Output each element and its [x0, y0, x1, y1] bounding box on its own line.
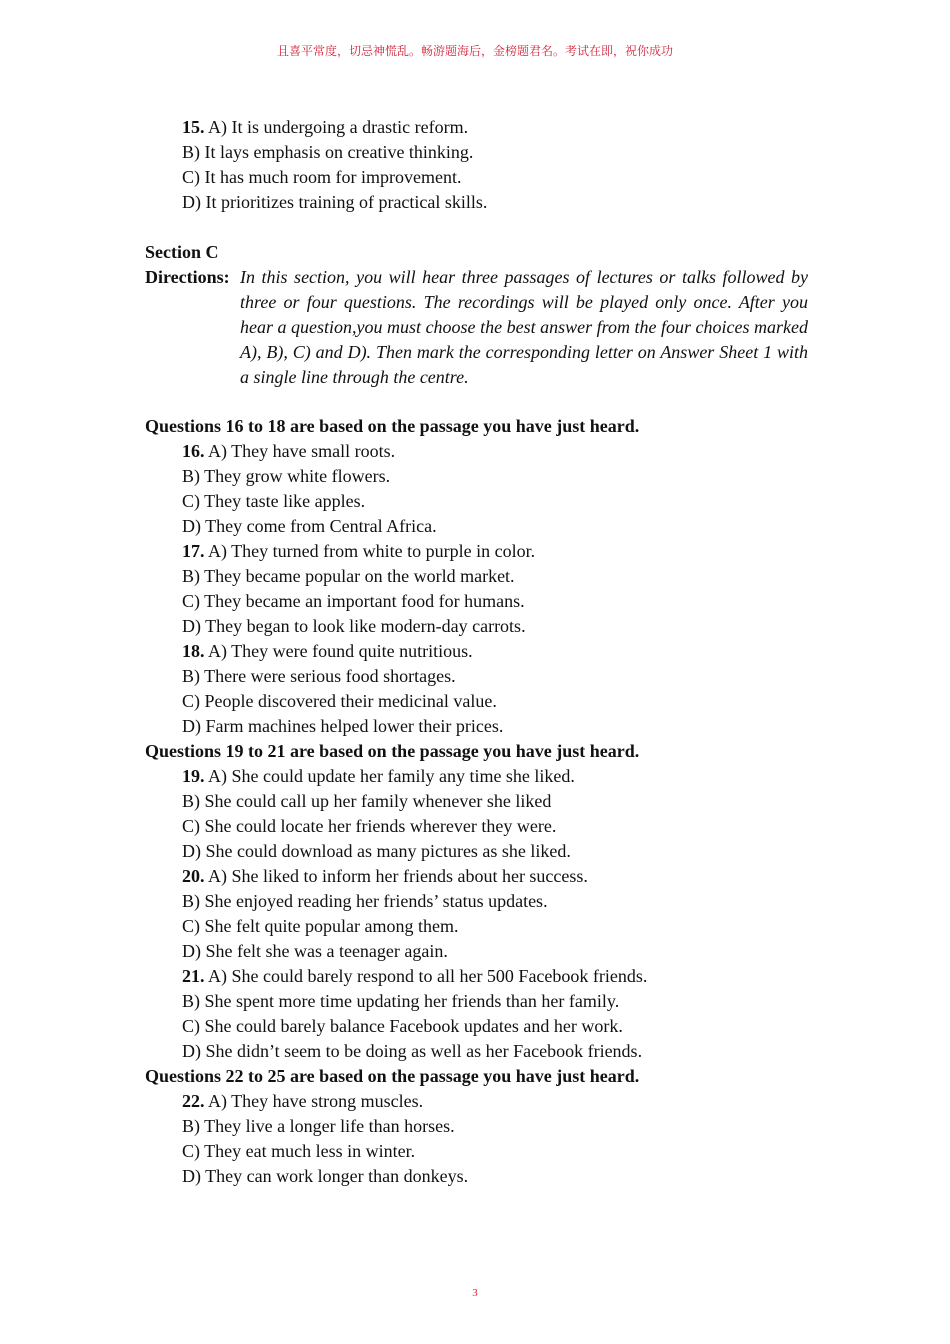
- question-15-option-c: C) It has much room for improvement.: [182, 167, 462, 187]
- question-18-option-b: B) There were serious food shortages.: [182, 666, 456, 686]
- question-17-option-c: C) They became an important food for humans.: [182, 591, 525, 611]
- question-20-option-d: D) She felt she was a teenager again.: [182, 941, 448, 961]
- question-16-option-c: C) They taste like apples.: [182, 491, 366, 511]
- question-17-option-d: D) They began to look like modern-day carrots.: [182, 616, 526, 636]
- question-number: 21.: [182, 966, 205, 986]
- question-19-option-a: 19. A) She could update her family any time she liked.: [182, 766, 575, 786]
- question-15-option-b: B) It lays emphasis on creative thinking.: [182, 142, 474, 162]
- question-19-option-b: B) She could call up her family whenever she liked: [182, 791, 552, 811]
- page-header: 且喜平常度，切忌神慌乱。畅游题海后，金榜题君名。考试在即，祝你成功: [276, 44, 673, 58]
- question-number: 15.: [182, 117, 205, 137]
- question-16-option-d: D) They come from Central Africa.: [182, 516, 437, 536]
- question-18-option-c: C) People discovered their medicinal value.: [182, 691, 497, 711]
- question-16-option-a: 16. A) They have small roots.: [182, 441, 396, 461]
- group-heading-16-18: Questions 16 to 18 are based on the passage you have just heard.: [145, 416, 640, 436]
- question-17-option-b: B) They became popular on the world market.: [182, 566, 515, 586]
- question-21-option-b: B) She spent more time updating her friends than her family.: [182, 991, 620, 1011]
- question-number: 22.: [182, 1091, 205, 1111]
- question-number: 18.: [182, 641, 205, 661]
- question-20-option-c: C) She felt quite popular among them.: [182, 916, 459, 936]
- question-21-option-c: C) She could barely balance Facebook updates and her work.: [182, 1016, 623, 1036]
- question-22-option-d: D) They can work longer than donkeys.: [182, 1166, 469, 1186]
- question-19-option-d: D) She could download as many pictures as she liked.: [182, 841, 571, 861]
- group-heading-22-25: Questions 22 to 25 are based on the passage you have just heard.: [145, 1066, 640, 1086]
- directions-label: Directions:: [145, 267, 230, 287]
- directions-text: In this section, you will hear three passages of lectures or talks followed by three or four questions. The recordings will be played only once. After you hear a question,you must choose the best answer from the four choices marked A), B), C) and D). Then mark the corresponding letter on Answer Sheet 1 with a single line through the centre.: [240, 267, 808, 387]
- section-title: Section C: [145, 242, 219, 262]
- question-number: 16.: [182, 441, 205, 461]
- group-heading-19-21: Questions 19 to 21 are based on the passage you have just heard.: [145, 741, 640, 761]
- question-21-option-a: 21. A) She could barely respond to all her 500 Facebook friends.: [182, 966, 648, 986]
- question-18-option-d: D) Farm machines helped lower their prices.: [182, 716, 504, 736]
- question-16-option-b: B) They grow white flowers.: [182, 466, 391, 486]
- question-number: 20.: [182, 866, 205, 886]
- question-20-option-b: B) She enjoyed reading her friends’ status updates.: [182, 891, 548, 911]
- question-22-option-c: C) They eat much less in winter.: [182, 1141, 416, 1161]
- question-20-option-a: 20. A) She liked to inform her friends about her success.: [182, 866, 588, 886]
- question-15-option-a: 15. A) It is undergoing a drastic reform.: [182, 117, 469, 137]
- question-18-option-a: 18. A) They were found quite nutritious.: [182, 641, 473, 661]
- question-15-option-d: D) It prioritizes training of practical skills.: [182, 192, 488, 212]
- page-number: 3: [472, 1287, 478, 1299]
- question-19-option-c: C) She could locate her friends wherever they were.: [182, 816, 557, 836]
- question-21-option-d: D) She didn’t seem to be doing as well as her Facebook friends.: [182, 1041, 643, 1061]
- question-number: 19.: [182, 766, 205, 786]
- question-17-option-a: 17. A) They turned from white to purple in color.: [182, 541, 536, 561]
- question-22-option-b: B) They live a longer life than horses.: [182, 1116, 455, 1136]
- question-22-option-a: 22. A) They have strong muscles.: [182, 1091, 424, 1111]
- question-number: 17.: [182, 541, 205, 561]
